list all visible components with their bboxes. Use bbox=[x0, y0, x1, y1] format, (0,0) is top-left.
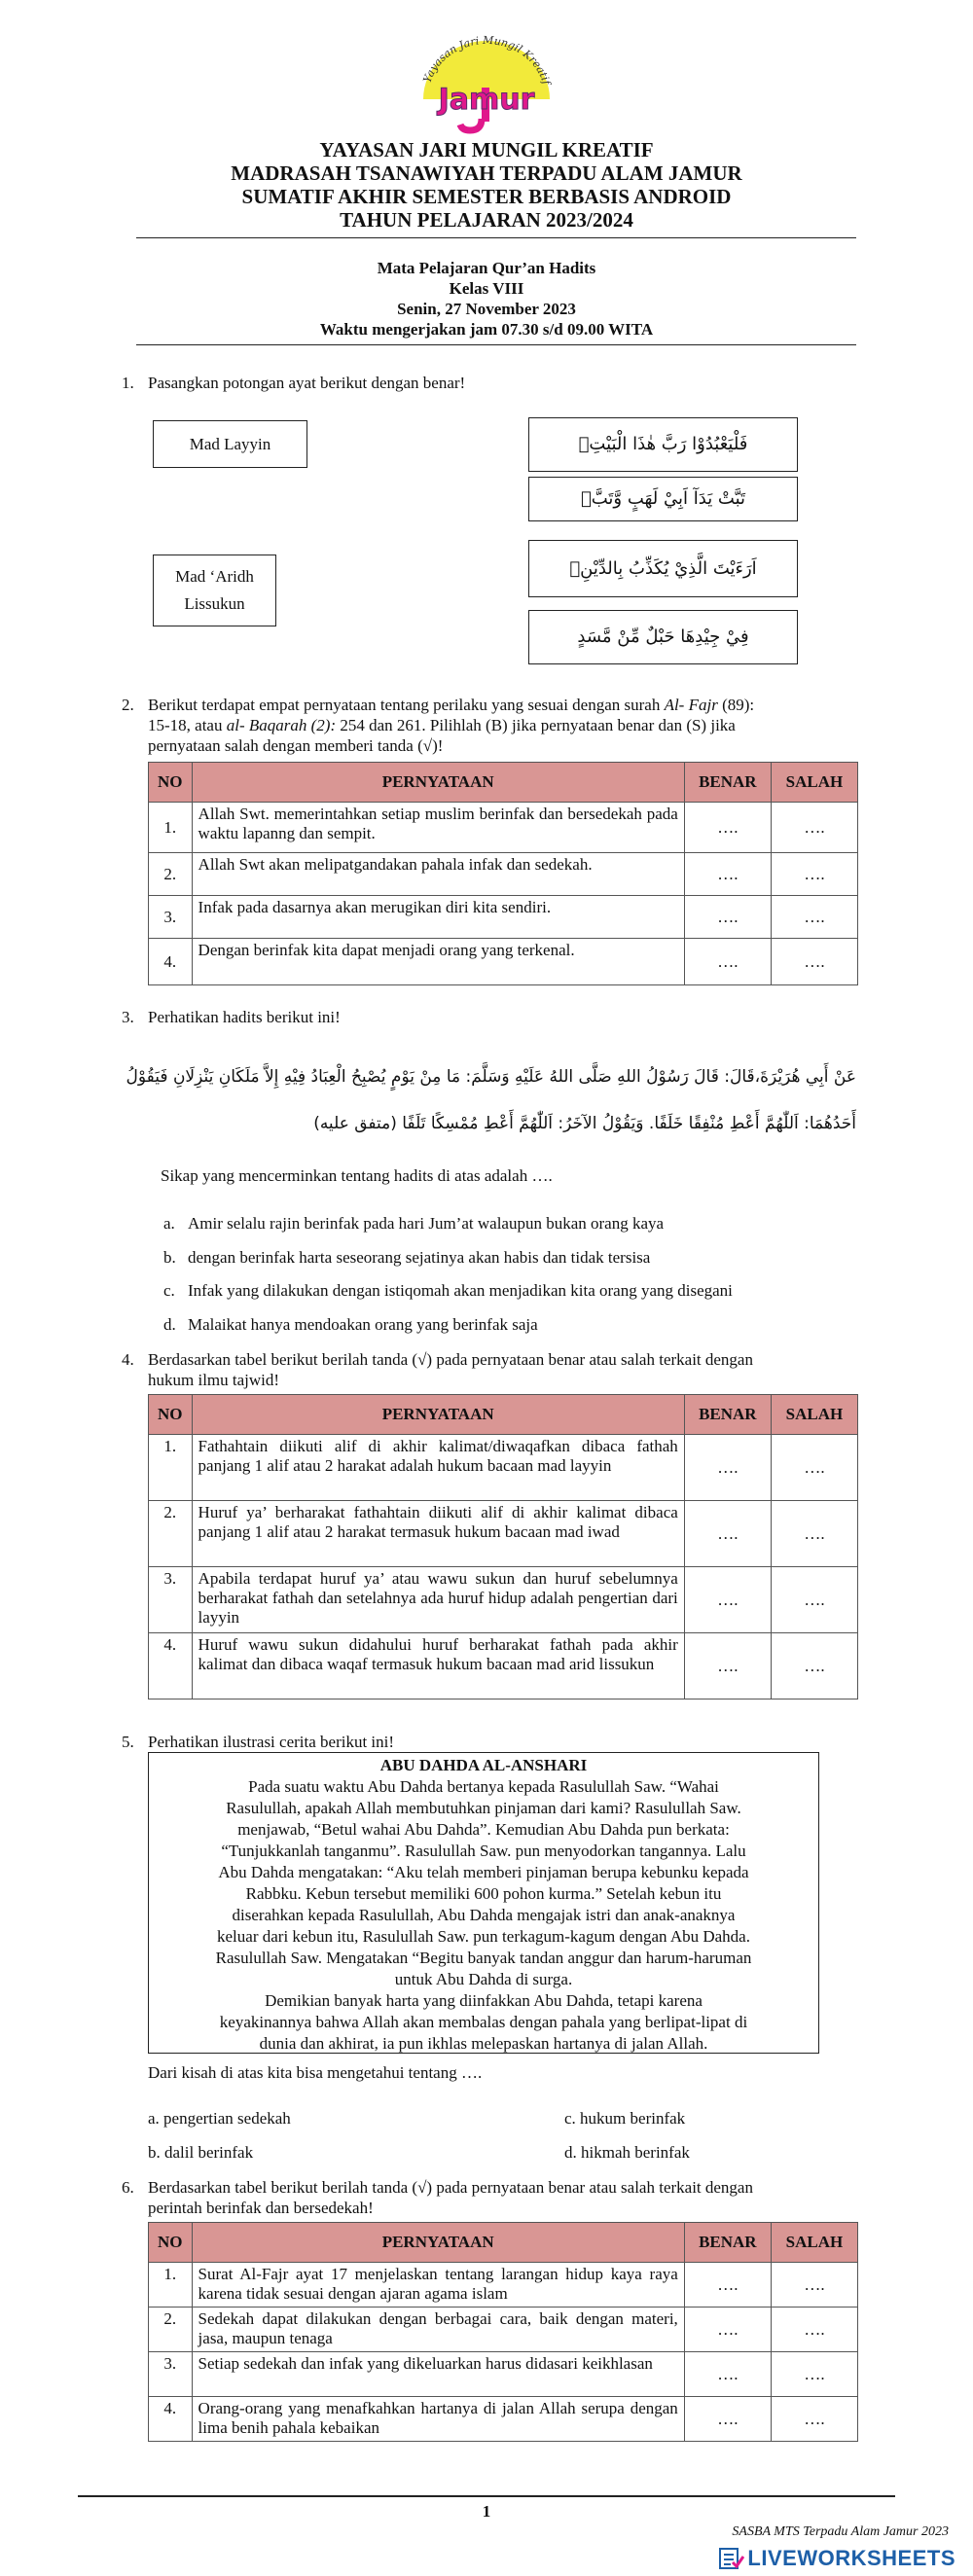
salah-cell[interactable]: …. bbox=[771, 2308, 857, 2352]
q5-option-d[interactable]: d. hikmah berinfak bbox=[564, 2143, 690, 2162]
q6-table bbox=[148, 2222, 858, 2442]
col-no: NO bbox=[149, 763, 193, 803]
salah-cell[interactable]: …. bbox=[771, 2397, 857, 2442]
q4-table-header: NO PERNYATAAN BENAR SALAH bbox=[149, 1395, 858, 1435]
logo-graphic bbox=[389, 29, 584, 136]
benar-cell[interactable]: …. bbox=[684, 803, 771, 853]
liveworksheets-brand[interactable] bbox=[719, 2546, 955, 2571]
salah-cell[interactable]: …. bbox=[771, 939, 857, 985]
story-line: dunia dan akhirat, ia pun ikhlas melepaskan hartanya di jalan Allah. bbox=[259, 2034, 708, 2053]
q4-line-2: hukum ilmu tajwid! bbox=[148, 1371, 280, 1389]
q4-number: 4. bbox=[122, 1350, 134, 1369]
q3-option-b[interactable]: b. dengan berinfak harta seseorang sejatinya akan habis dan tidak tersisa bbox=[163, 1248, 651, 1267]
subheader-divider bbox=[136, 344, 856, 345]
q4-line-1: Berdasarkan tabel berikut berilah tanda (√) pada pernyataan benar atau salah terkait dengan bbox=[148, 1350, 753, 1369]
table-row: 2. Allah Swt akan melipatgandakan pahala infak dan sedekah. …. …. bbox=[149, 853, 858, 896]
q3-prompt: Sikap yang mencerminkan tentang hadits di atas adalah …. bbox=[161, 1166, 553, 1185]
story-line: Pada suatu waktu Abu Dahda bertanya kepada Rasulullah Saw. “Wahai bbox=[248, 1777, 719, 1796]
logo-arc-text: Yayasan Jari Mungil Kreatif bbox=[420, 33, 554, 87]
q5-text: Perhatikan ilustrasi cerita berikut ini! bbox=[148, 1733, 395, 1751]
story-line: keluar dari kebun itu, Rasulullah Saw. pun terkagum-kagum dengan Abu Dahda. bbox=[217, 1927, 750, 1946]
q1-left-label-2: Mad ‘Aridh Lissukun bbox=[175, 567, 254, 613]
table-row: 2. Huruf ya’ berharakat fathahtain diikuti alif di akhir kalimat dibaca panjang 1 alif atau 2 harakat termasuk hukum bacaan mad iwad …. …. bbox=[149, 1501, 858, 1567]
liveworksheets-logo-icon bbox=[719, 2547, 744, 2570]
table-row: 1. Fathahtain diikuti alif di akhir kalimat/diwaqafkan dibaca fathah panjang 1 alif atau 2 harakat adalah hukum bacaan mad layyin …. …. bbox=[149, 1435, 858, 1501]
table-row: 4. Orang-orang yang menafkahkan hartanya di jalan Allah serupa dengan lima benih pahala kebaikan …. …. bbox=[149, 2397, 858, 2442]
salah-cell[interactable]: …. bbox=[771, 1501, 857, 1567]
q6-line-2: perintah berinfak dan bersedekah! bbox=[148, 2199, 374, 2217]
q1-right-ayat-2: تَبَّتْ يَدَآ اَبِيْ لَهَبٍ وَّتَبَّۗ bbox=[580, 488, 746, 509]
salah-cell[interactable]: …. bbox=[771, 2263, 857, 2308]
col-salah: SALAH bbox=[771, 763, 857, 803]
q5-number: 5. bbox=[122, 1733, 134, 1751]
q6-number: 6. bbox=[122, 2178, 134, 2197]
q3-hadith-line-2: أَحَدُهُمَا: اَللّٰهُمَّ أَعْطِ مُنْفِقًا خَلَفًا. وَيَقُوْلُ الآخَرُ: اَللّٰهُمَّ أَعْطِ مُمْسِكًا تَلَفًا (متفق عليه) bbox=[313, 1114, 856, 1133]
q1-right-box-3[interactable] bbox=[528, 540, 798, 597]
q2-line-2: 15-18, atau al- Baqarah (2): 254 dan 261. Pilihlah (B) jika pernyataan benar dan (S) jika bbox=[148, 716, 736, 734]
salah-cell[interactable]: …. bbox=[771, 1567, 857, 1633]
q4-table bbox=[148, 1394, 858, 1699]
story-line: Rasulullah Saw. Mengatakan “Begitu banyak tandan anggur dan harum-haruman bbox=[215, 1949, 752, 1967]
story-line: keyakinannya bahwa Allah akan membalas dengan pahala yang berlipat-lipat di bbox=[219, 2013, 748, 2031]
q1-right-ayat-1: فَلْيَعْبُدُوْا رَبَّ هٰذَا الْبَيْتِۙ bbox=[578, 434, 748, 454]
table-row: 2. Sedekah dapat dilakukan dengan berbagai cara, baik dengan materi, jasa, maupun tenaga …. …. bbox=[149, 2308, 858, 2352]
story-line: untuk Abu Dahda di surga. bbox=[394, 1970, 573, 1988]
q3-hadith-line-1: عَنْ أَبِي هُرَيْرَةَ،قَالَ: قَالَ رَسُوْلُ اللهِ صَلَّى اللهُ عَلَيْهِ وَسَلَّمَ: مَا مِنْ يَوْمٍ يُصْبِحُ الْعِبَادُ فِيْهِ إِلاَّ مَلَكَانِ يَنْزِلَانِ فَيَقُوْلُ bbox=[126, 1067, 856, 1087]
q1-number: 1. bbox=[122, 374, 134, 392]
q3-number: 3. bbox=[122, 1008, 134, 1026]
benar-cell[interactable]: …. bbox=[684, 1435, 771, 1501]
benar-cell[interactable]: …. bbox=[684, 1567, 771, 1633]
q3-text: Perhatikan hadits berikut ini! bbox=[148, 1008, 341, 1026]
q5-prompt: Dari kisah di atas kita bisa mengetahui tentang …. bbox=[148, 2063, 483, 2082]
benar-cell[interactable]: …. bbox=[684, 939, 771, 985]
salah-cell[interactable]: …. bbox=[771, 853, 857, 896]
benar-cell[interactable]: …. bbox=[684, 2308, 771, 2352]
q2-line-3: pernyataan salah dengan memberi tanda (√)! bbox=[148, 736, 444, 755]
q3-option-c[interactable]: c. Infak yang dilakukan dengan istiqomah akan menjadikan kita orang yang disegani bbox=[163, 1281, 733, 1300]
q1-left-label-1: Mad Layyin bbox=[189, 434, 271, 453]
table-row: 3. Apabila terdapat huruf ya’ atau wawu sukun dan huruf sebelumnya berharakat fathah dan setelahnya ada huruf hidup adalah pengertian dari layyin …. …. bbox=[149, 1567, 858, 1633]
q3-option-a[interactable]: a. Amir selalu rajin berinfak pada hari Jum’at walaupun bukan orang kaya bbox=[163, 1214, 665, 1233]
header-divider bbox=[136, 237, 856, 238]
col-pernyataan: PERNYATAAN bbox=[192, 763, 684, 803]
story-line: Abu Dahda mengatakan: “Aku telah memberi pinjaman berupa kebunku kepada bbox=[218, 1863, 749, 1881]
salah-cell[interactable]: …. bbox=[771, 1633, 857, 1699]
benar-cell[interactable]: …. bbox=[684, 1633, 771, 1699]
q1-right-box-2[interactable] bbox=[528, 477, 798, 521]
header-line-4: TAHUN PELAJARAN 2023/2024 bbox=[340, 208, 633, 232]
salah-cell[interactable]: …. bbox=[771, 803, 857, 853]
story-line: diserahkan kepada Rasulullah, Abu Dahda mengajak istri dan anak-anaknya bbox=[232, 1906, 736, 1924]
q6-table-header: NO PERNYATAAN BENAR SALAH bbox=[149, 2223, 858, 2263]
story-line: Rabbku. Kebun tersebut memiliki 600 pohon kurma.” Setelah kebun itu bbox=[245, 1884, 722, 1903]
salah-cell[interactable]: …. bbox=[771, 2352, 857, 2397]
q5-story-box bbox=[148, 1752, 819, 2054]
q1-right-box-4[interactable] bbox=[528, 610, 798, 664]
table-row: 4. Huruf wawu sukun didahului huruf berharakat fathah pada akhir kalimat dan dibaca waqaf termasuk hukum bacaan mad arid lissukun …. …. bbox=[149, 1633, 858, 1699]
q1-left-box-2[interactable] bbox=[153, 555, 276, 626]
date-line: Senin, 27 November 2023 bbox=[397, 300, 576, 318]
q1-text: Pasangkan potongan ayat berikut dengan benar! bbox=[148, 374, 466, 392]
benar-cell[interactable]: …. bbox=[684, 2263, 771, 2308]
logo-word: Jamur bbox=[438, 83, 535, 117]
story-line: menjawab, “Betul wahai Abu Dahda”. Kemudian Abu Dahda pun berkata: bbox=[237, 1820, 730, 1839]
q2-line-1: Berikut terdapat empat pernyataan tentang perilaku yang sesuai dengan surah Al- Fajr (89): bbox=[148, 696, 755, 714]
q3-option-d[interactable]: d. Malaikat hanya mendoakan orang yang berinfak saja bbox=[163, 1315, 538, 1334]
table-row: 1. Surat Al-Fajr ayat 17 menjelaskan tentang larangan hidup kaya raya karena tidak sesuai dengan ajaran agama islam …. …. bbox=[149, 2263, 858, 2308]
footer-divider bbox=[78, 2495, 895, 2497]
q6-line-1: Berdasarkan tabel berikut berilah tanda (√) pada pernyataan benar atau salah terkait dengan bbox=[148, 2178, 753, 2197]
time-line: Waktu mengerjakan jam 07.30 s/d 09.00 WITA bbox=[319, 320, 654, 339]
table-row: 3. Setiap sedekah dan infak yang dikeluarkan harus didasari keikhlasan …. …. bbox=[149, 2352, 858, 2397]
salah-cell[interactable]: …. bbox=[771, 1435, 857, 1501]
col-benar: BENAR bbox=[684, 763, 771, 803]
q5-option-a[interactable]: a. pengertian sedekah bbox=[148, 2109, 291, 2128]
header-line-3: SUMATIF AKHIR SEMESTER BERBASIS ANDROID bbox=[241, 185, 732, 208]
q2-number: 2. bbox=[122, 696, 134, 714]
q1-right-ayat-4: فِيْ جِيْدِهَا حَبْلٌ مِّنْ مَّسَدٍ bbox=[577, 626, 749, 647]
school-logo bbox=[389, 29, 584, 136]
benar-cell[interactable]: …. bbox=[684, 853, 771, 896]
q2-table bbox=[148, 762, 858, 985]
table-row: 1. Allah Swt. memerintahkan setiap muslim berinfak dan bersedekah pada waktu lapanng dan sempit. …. …. bbox=[149, 803, 858, 853]
benar-cell[interactable]: …. bbox=[684, 2397, 771, 2442]
liveworksheets-text: LIVEWORKSHEETS bbox=[747, 2546, 955, 2570]
class-line: Kelas VIII bbox=[449, 279, 524, 298]
q5-story-title: ABU DAHDA AL-ANSHARI bbox=[379, 1756, 588, 1774]
subject-line: Mata Pelajaran Qur’an Hadits bbox=[377, 259, 596, 277]
q1-right-box-1[interactable] bbox=[528, 417, 798, 472]
q2-table-header bbox=[149, 763, 858, 803]
page-number: 1 bbox=[482, 2502, 491, 2521]
q1-left-box-1[interactable] bbox=[153, 420, 307, 468]
q5-option-c[interactable]: c. hukum berinfak bbox=[564, 2109, 686, 2128]
salah-cell[interactable]: …. bbox=[771, 896, 857, 939]
table-row: 3. Infak pada dasarnya akan merugikan diri kita sendiri. …. …. bbox=[149, 896, 858, 939]
story-line: Rasulullah, apakah Allah membutuhkan pinjaman dari kami? Rasulullah Saw. bbox=[226, 1799, 741, 1817]
benar-cell[interactable]: …. bbox=[684, 896, 771, 939]
table-row: 4. Dengan berinfak kita dapat menjadi orang yang terkenal. …. …. bbox=[149, 939, 858, 985]
benar-cell[interactable]: …. bbox=[684, 2352, 771, 2397]
story-line: Demikian banyak harta yang diinfakkan Abu Dahda, tetapi karena bbox=[265, 1991, 703, 2010]
footer-note: SASBA MTS Terpadu Alam Jamur 2023 bbox=[732, 2524, 949, 2539]
header-line-1: YAYASAN JARI MUNGIL KREATIF bbox=[319, 138, 654, 161]
q1-right-ayat-3: اَرَءَيْتَ الَّذِيْ يُكَذِّبُ بِالدِّيْنِۗ bbox=[569, 557, 757, 579]
benar-cell[interactable]: …. bbox=[684, 1501, 771, 1567]
header-line-2: MADRASAH TSANAWIYAH TERPADU ALAM JAMUR bbox=[231, 161, 742, 185]
story-line: “Tunjukkanlah tanganmu”. Rasulullah Saw. pun menyodorkan tangannya. Lalu bbox=[221, 1842, 746, 1860]
q5-option-b[interactable]: b. dalil berinfak bbox=[148, 2143, 254, 2162]
